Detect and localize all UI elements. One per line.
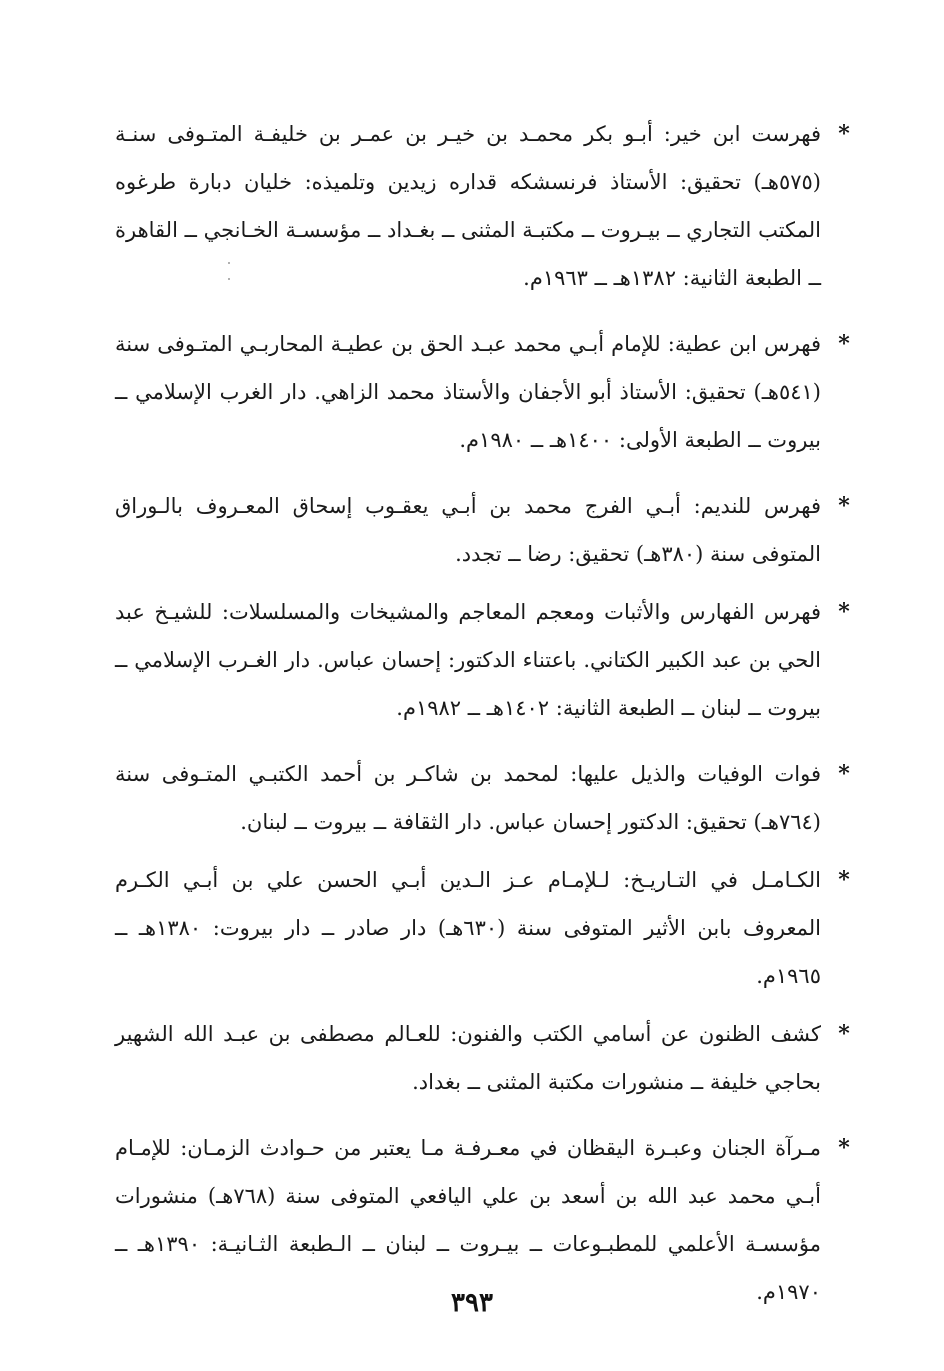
bibliography-list bbox=[115, 110, 855, 1334]
entry-text: فهرس للنديم: أبـي الفرج محمد بن أبـي يعقـوب إسحاق المعـروف بالـوراق المتوفى سنة (٣٨٠هـ) تحقيق: رضا ــ تجدد. bbox=[115, 494, 821, 566]
asterisk-bullet: * bbox=[838, 1135, 850, 1161]
asterisk-bullet: * bbox=[838, 867, 850, 893]
entry-text: الكـامـل في التـاريـخ: لـلإمـام عـز الـدين أبـي الحسن علي بن أبـي الكـرم المعروف بابن الأثير المتوفى سنة (٦٣٠هـ) دار صادر ــ دار بيروت: ١٣٨٠هـ ــ ١٩٦٥م. bbox=[115, 868, 821, 988]
scan-speck bbox=[228, 278, 230, 280]
asterisk-bullet: * bbox=[838, 1021, 850, 1047]
bibliography-entry bbox=[115, 588, 855, 732]
page-number: ٣٩٣ bbox=[451, 1288, 493, 1318]
entry-text: مـرآة الجنان وعبـرة اليقظان في معـرفـة مـا يعتبر من حـوادث الزمـان: للإمـام أبـي محمد عبد الله بن أسعد بن علي اليافعي المتوفى سنة (٧٦٨هـ) منشورات مؤسسـة الأعلمي للمطبـوعات ــ بيـروت ــ لبنان ــ الـطبعة الثـانيـة: ١٣٩٠هـ ــ ١٩٧٠م. bbox=[115, 1136, 821, 1304]
scan-speck bbox=[228, 262, 230, 264]
bibliography-entry bbox=[115, 110, 855, 302]
bibliography-entry bbox=[115, 1010, 855, 1106]
asterisk-bullet: * bbox=[838, 761, 850, 787]
bibliography-entry bbox=[115, 856, 855, 1000]
entry-text: كشف الظنون عن أسامي الكتب والفنون: للعـالم مصطفى بن عبـد الله الشهير بحاجي خليفة ــ منشورات مكتبة المثنى ــ بغداد. bbox=[115, 1022, 821, 1094]
asterisk-bullet: * bbox=[838, 493, 850, 519]
bibliography-entry bbox=[115, 482, 855, 578]
asterisk-bullet: * bbox=[838, 331, 850, 357]
asterisk-bullet: * bbox=[838, 599, 850, 625]
entry-text: فهرس ابن عطية: للإمام أبـي محمد عبـد الحق بن عطيـة المحاربـي المتـوفى سنة (٥٤١هـ) تحقيق: الأستاذ أبو الأجفان والأستاذ محمد الزاهي. دار الغرب الإسلامي ــ بيروت ــ الطبعة الأولى: ١٤٠٠هـ ــ ١٩٨٠م. bbox=[115, 332, 821, 452]
entry-text: فهرست ابن خير: أبـو بكر محمـد بن خيـر بن عمـر بن خليفـة المتـوفى سنـة (٥٧٥هـ) تحقيق: الأستاذ فرنسشكه قداره زيدين وتلميذه: خليان دبارة طرغوه المكتب التجاري ــ بيـروت ــ مكتبـة المثنى ــ بغـداد ــ مؤسسـة الخـانجي ــ القاهرة ــ الطبعة الثانية: ١٣٨٢هـ ــ ١٩٦٣م. bbox=[115, 122, 821, 290]
bibliography-entry bbox=[115, 320, 855, 464]
entry-text: فوات الوفيات والذيل عليها: لمحمد بن شاكـر بن أحمد الكتبـي المتـوفى سنة (٧٦٤هـ) تحقيق: الدكتور إحسان عباس. دار الثقافة ــ بيروت ــ لبنان. bbox=[115, 762, 821, 834]
bibliography-entry bbox=[115, 750, 855, 846]
entry-text: فهرس الفهارس والأثبات ومعجم المعاجم والمشيخات والمسلسلات: للشيـخ عبد الحي بن عبد الكبير الكتاني. باعتناء الدكتور: إحسان عباس. دار الغـرب الإسلامي ــ بيروت ــ لبنان ــ الطبعة الثانية: ١٤٠٢هـ ــ ١٩٨٢م. bbox=[115, 600, 821, 720]
asterisk-bullet: * bbox=[838, 121, 850, 147]
